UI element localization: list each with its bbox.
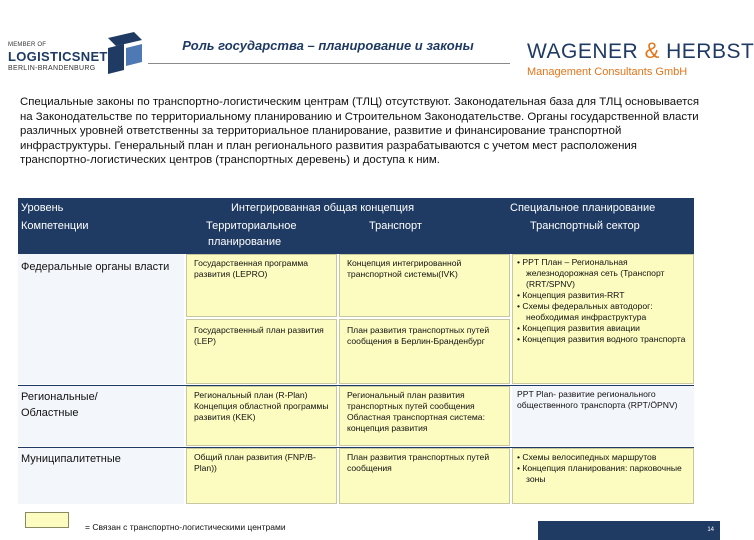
competence-table xyxy=(18,198,694,504)
regional-territorial: Региональный план (R-Plan) Концепция областной программы развития (KEK) xyxy=(186,386,337,446)
header-transport-sector: Транспортный сектор xyxy=(530,220,640,232)
page-title: Роль государства – планирование и законы xyxy=(182,38,474,53)
title-divider xyxy=(148,63,510,64)
header-transport: Транспорт xyxy=(369,220,422,232)
row-label-regional: Региональные/ Областные xyxy=(21,391,98,419)
legend-swatch xyxy=(25,512,69,528)
table-header xyxy=(18,198,694,254)
header-level: Уровень xyxy=(21,202,64,214)
intro-paragraph: Специальные законы по транспортно-логистическим центрам (ТЛЦ) отсутствуют. Законодательная база для ТЛЦ основывается на Законодательстве по территориальному планированию и Строительном Законодательстве. Органы государственной власти различных уровней ответственны за территориальное планирование, развитие и финансирование транспортной инфраструктуры. Генеральный план и план регионального развития разрабатываются с учетом мест расположения транспортно-логистических центров (транспортных деревень) и доступа к ним. xyxy=(20,96,700,167)
logisticsnet-logo xyxy=(8,28,148,78)
header-territorial-1: Территориальное xyxy=(206,220,297,232)
logo-region-text: BERLIN-BRANDENBURG xyxy=(8,65,96,72)
list-item: • Концепция развития-RRT xyxy=(517,290,625,300)
list-item: • Концепция развития авиации xyxy=(517,323,640,333)
wagener-herbst-logo xyxy=(527,38,754,82)
header-territorial-2: планирование xyxy=(208,236,282,248)
federal-transport-b: План развития транспортных путей сообщения в Берлин-Бранденбург xyxy=(339,319,510,384)
list-item: • Схемы велосипедных маршрутов xyxy=(517,452,657,462)
regional-special: PPT Plan- развитие регионального общественного транспорта (RPT/ÖPNV) xyxy=(512,386,694,446)
municipal-territorial: Общий план развития (FNP/B-Plan)) xyxy=(186,448,337,504)
page-number: 14 xyxy=(707,527,714,533)
header-integrated-concept: Интегрированная общая концепция xyxy=(231,202,415,214)
list-item: • PPT План – Региональная железнодорожная сеть (Транспорт (RRT/SPNV) xyxy=(517,257,665,289)
logisticsnet-emblem-icon xyxy=(104,30,144,76)
logo-ampersand: & xyxy=(644,38,660,63)
federal-special-list xyxy=(512,254,694,384)
municipal-special-list xyxy=(512,448,694,504)
list-item: • Концепция развития водного транспорта xyxy=(517,334,686,344)
logo-herbst-text: HERBST xyxy=(666,40,754,63)
row-label-federal: Федеральные органы власти xyxy=(21,261,170,273)
list-item: • Схемы федеральных автодорог: необходимая инфраструктура xyxy=(517,301,653,322)
federal-territorial-a: Государственная программа развития (LEPRO) xyxy=(186,254,337,317)
list-item: • Концепция планирования: парковочные зоны xyxy=(517,463,682,484)
page-number-bar xyxy=(538,521,720,540)
logo-member-text: MEMBER OF xyxy=(8,42,47,48)
logo-subtitle: Management Consultants GmbH xyxy=(527,66,688,78)
header-competence: Компетенции xyxy=(21,220,89,232)
federal-transport-a: Концепция интегрированной транспортной системы(IVK) xyxy=(339,254,510,317)
logo-brand-text: LOGISTICSNET xyxy=(8,49,108,64)
legend-text: = Связан с транспортно-логистическими центрами xyxy=(85,522,286,532)
row-label-municipal: Муниципалитетные xyxy=(21,453,121,465)
municipal-transport: План развития транспортных путей сообщения xyxy=(339,448,510,504)
regional-transport: Региональный план развития транспортных путей сообщения Областная транспортная система: концепция развития xyxy=(339,386,510,446)
logo-wagener-text: WAGENER xyxy=(527,40,639,63)
federal-territorial-b: Государственный план развития (LEP) xyxy=(186,319,337,384)
header-special-planning: Специальное планирование xyxy=(510,202,656,214)
